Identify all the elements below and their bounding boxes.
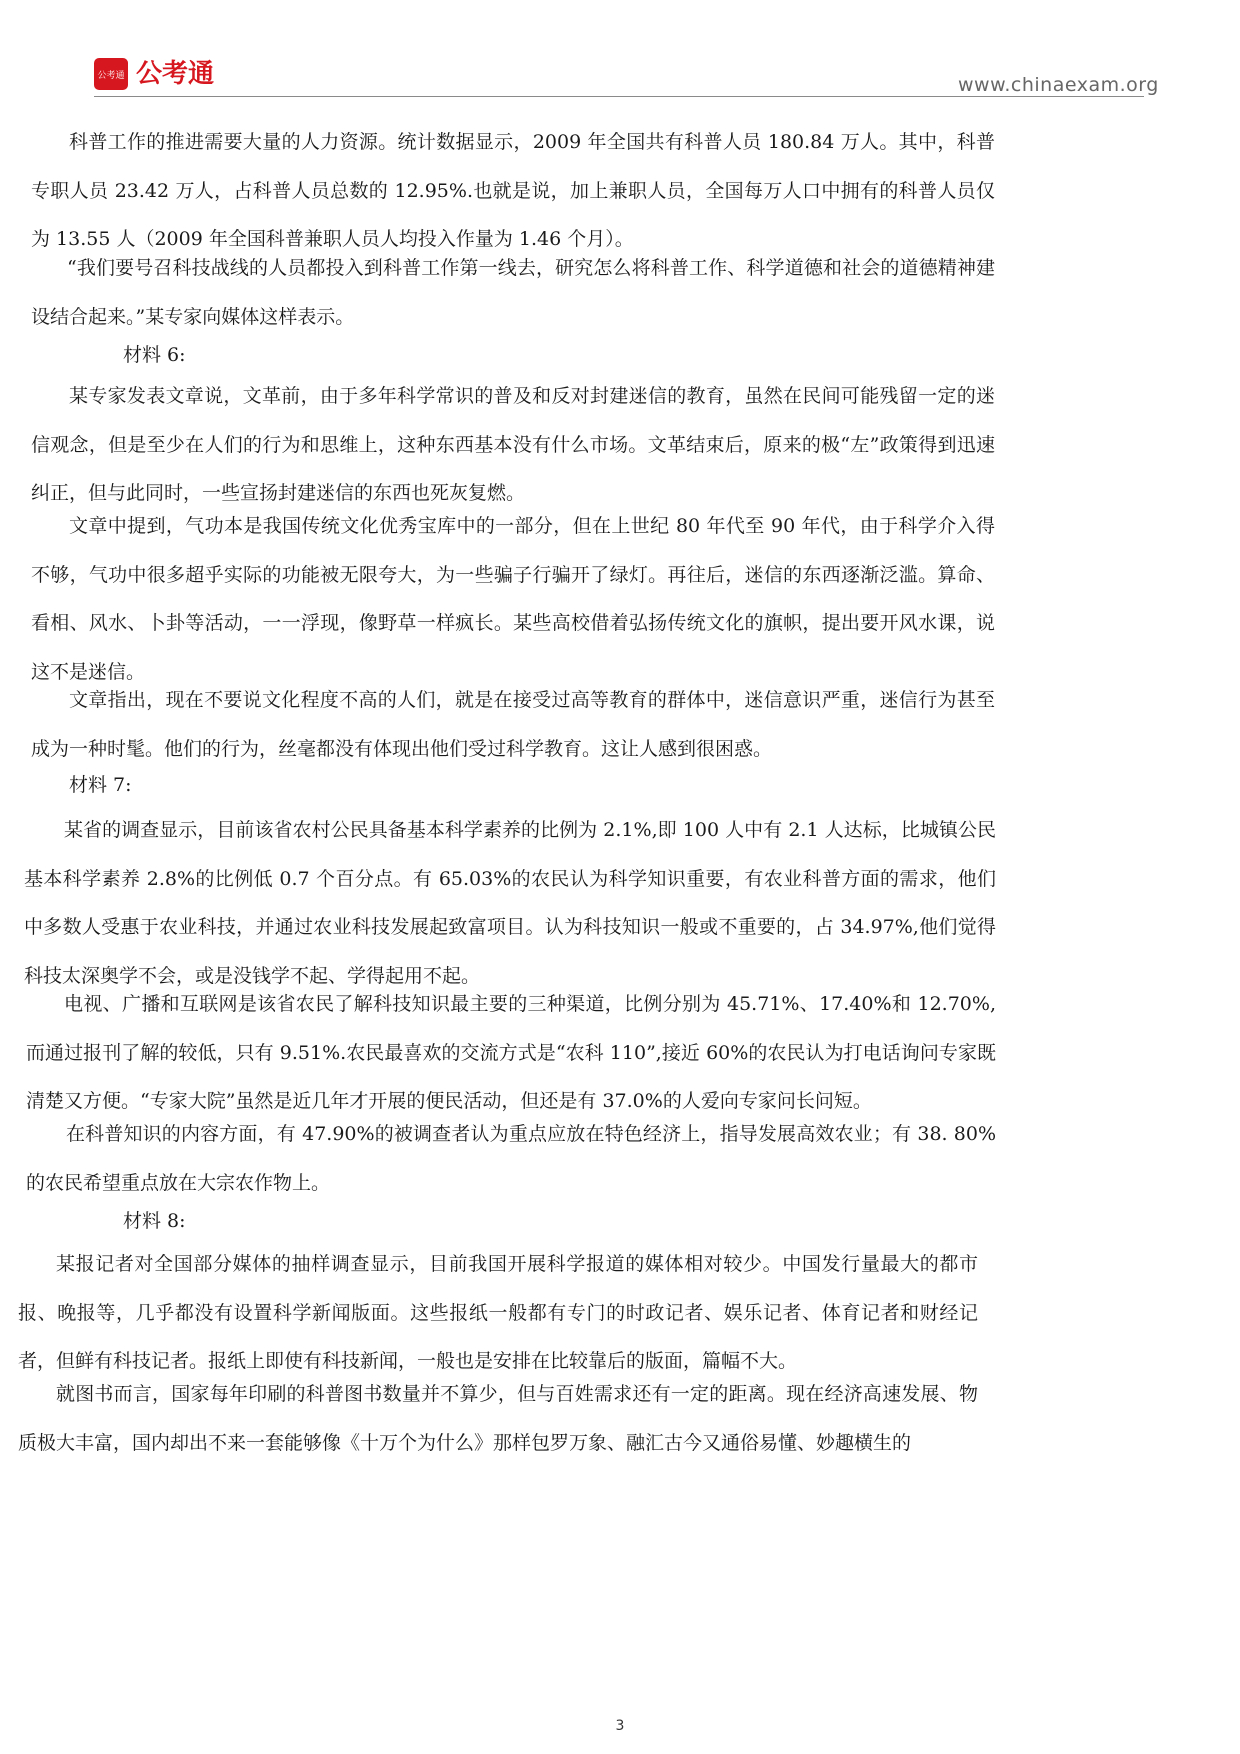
paragraph: 在科普知识的内容方面，有 47.90%的被调查者认为重点应放在特色经济上，指导发展高效农业；有 38. 80%的农民希望重点放在大宗农作物上。: [26, 1123, 996, 1194]
paragraph: 文章指出，现在不要说文化程度不高的人们，就是在接受过高等教育的群体中，迷信意识严重，迷信行为甚至成为一种时髦。他们的行为，丝毫都没有体现出他们受过科学教育。这让人感到很困惑。: [31, 689, 995, 760]
paragraph: 科普工作的推进需要大量的人力资源。统计数据显示，2009 年全国共有科普人员 180.84 万人。其中，科普专职人员 23.42 万人，占科普人员总数的 12.95%.也就是说，加上兼职人员，全国每万人口中拥有的科普人员仅为 13.55 人（2009 年全国科普兼职人员人均投入作量为 1.46 个月）。: [31, 131, 995, 250]
site-url[interactable]: www.chinaexam.org: [958, 74, 1159, 96]
material-heading: 材料 8:: [123, 1210, 186, 1232]
material-heading: 材料 7:: [69, 774, 132, 796]
paragraph: 电视、广播和互联网是该省农民了解科技知识最主要的三种渠道，比例分别为 45.71%、17.40%和 12.70%,而通过报刊了解的较低，只有 9.51%.农民最喜欢的交流方式是“农科 110”,接近 60%的农民认为打电话询问专家既清楚又方便。“专家大院”虽然是近几年才开展的便民活动，但还是有 37.0%的人爱向专家问长问短。: [26, 993, 996, 1112]
paragraph: 某报记者对全国部分媒体的抽样调查显示，目前我国开展科学报道的媒体相对较少。中国发行量最大的都市报、晚报等，几乎都没有设置科学新闻版面。这些报纸一般都有专门的时政记者、娱乐记者、体育记者和财经记者，但鲜有科技记者。报纸上即使有科技新闻，一般也是安排在比较靠后的版面，篇幅不大。: [18, 1253, 978, 1372]
paragraph: 文章中提到，气功本是我国传统文化优秀宝库中的一部分，但在上世纪 80 年代至 90 年代，由于科学介入得不够，气功中很多超乎实际的功能被无限夸大，为一些骗子行骗开了绿灯。再往后，迷信的东西逐渐泛滥。算命、看相、风水、卜卦等活动，一一浮现，像野草一样疯长。某些高校借着弘扬传统文化的旗帜，提出要开风水课，说这不是迷信。: [31, 515, 995, 683]
page-number: 3: [615, 1718, 625, 1734]
paragraph: “我们要号召科技战线的人员都投入到科普工作第一线去，研究怎么将科普工作、科学道德和社会的道德精神建设结合起来。”某专家向媒体这样表示。: [31, 257, 995, 328]
logo-text: 公考通: [136, 59, 215, 89]
paragraph: 某省的调查显示，目前该省农村公民具备基本科学素养的比例为 2.1%,即 100 人中有 2.1 人达标，比城镇公民基本科学素养 2.8%的比例低 0.7 个百分点。有 65.03%的农民认为科学知识重要，有农业科普方面的需求，他们中多数人受惠于农业科技，并通过农业科技发展起致富项目。认为科技知识一般或不重要的，占 34.97%,他们觉得科技太深奥学不会，或是没钱学不起、学得起用不起。: [24, 819, 996, 987]
paragraph: 某专家发表文章说，文革前，由于多年科学常识的普及和反对封建迷信的教育，虽然在民间可能残留一定的迷信观念，但是至少在人们的行为和思维上，这种东西基本没有什么市场。文革结束后，原来的极“左”政策得到迅速纠正，但与此同时，一些宣扬封建迷信的东西也死灰复燃。: [31, 385, 995, 504]
paragraph: 就图书而言，国家每年印刷的科普图书数量并不算少，但与百姓需求还有一定的距离。现在经济高速发展、物质极大丰富，国内却出不来一套能够像《十万个为什么》那样包罗万象、融汇古今又通俗易懂、妙趣横生的: [18, 1383, 978, 1454]
material-heading: 材料 6:: [123, 344, 186, 366]
logo-badge: 公考通: [94, 58, 128, 90]
